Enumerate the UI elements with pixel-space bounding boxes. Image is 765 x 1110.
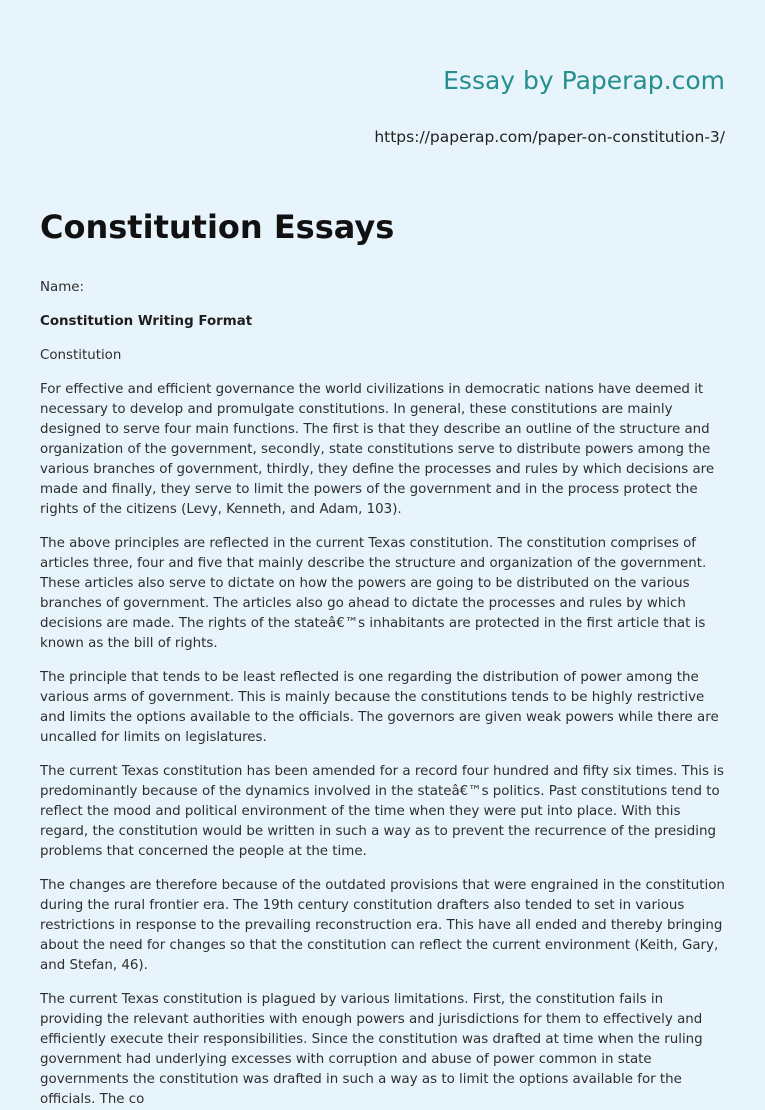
paragraph: The current Texas constitution is plagued by various limitations. First, the constitution fails in providing the relevant authorities with enough powers and jurisdictions for them to effectively and efficiently execute their responsibilities. Since the constitution was drafted at time when the ruling government had underlying excesses with corruption and abuse of power common in state governments the constitution was drafted in such a way as to limit the options available for the officials. The co	[40, 992, 703, 1107]
page-title: Constitution Essays	[40, 208, 395, 246]
essay-topic: Constitution	[40, 348, 122, 363]
source-url[interactable]: https://paperap.com/paper-on-constitution-3/	[374, 128, 725, 146]
paragraph: The principle that tends to be least reflected is one regarding the distribution of power among the various arms of government. This is mainly because the constitutions tends to be highly restrictive and limits the options available to the officials. The governors are given weak powers while there are uncalled for limits on legislatures.	[40, 670, 719, 745]
essay-body	[40, 278, 728, 1110]
paragraph: The changes are therefore because of the outdated provisions that were engrained in the constitution during the rural frontier era. The 19th century constitution drafters also tended to set in various restrictions in response to the prevailing reconstruction era. This have all ended and thereby bringing about the need for changes so that the constitution can reflect the current environment (Keith, Gary, and Stefan, 46).	[40, 878, 725, 973]
essay-subtitle: Constitution Writing Format	[40, 314, 253, 329]
paragraph: For effective and efficient governance the world civilizations in democratic nations have deemed it necessary to develop and promulgate constitutions. In general, these constitutions are mainly designed to serve four main functions. The first is that they describe an outline of the structure and organization of the government, secondly, state constitutions serve to distribute powers among the various branches of government, thirdly, they define the processes and rules by which decisions are made and finally, they serve to limit the powers of the government and in the process protect the rights of the citizens (Levy, Kenneth, and Adam, 103).	[40, 382, 715, 517]
paragraph: The current Texas constitution has been amended for a record four hundred and fifty six times. This is predominantly because of the dynamics involved in the stateâ€™s politics. Past constitutions tend to reflect the mood and political environment of the time when they were put into place. With this regard, the constitution would be written in such a way as to prevent the recurrence of the presiding problems that concerned the people at the time.	[40, 764, 724, 859]
paragraph: The above principles are reflected in the current Texas constitution. The constitution comprises of articles three, four and five that mainly describe the structure and organization of the government. These articles also serve to dictate on how the powers are going to be distributed on the various branches of government. The articles also go ahead to dictate the processes and rules by which decisions are made. The rights of the stateâ€™s inhabitants are protected in the first article that is known as the bill of rights.	[40, 536, 707, 651]
site-brand[interactable]: Essay by Paperap.com	[443, 66, 725, 95]
name-line: Name:	[40, 280, 85, 295]
